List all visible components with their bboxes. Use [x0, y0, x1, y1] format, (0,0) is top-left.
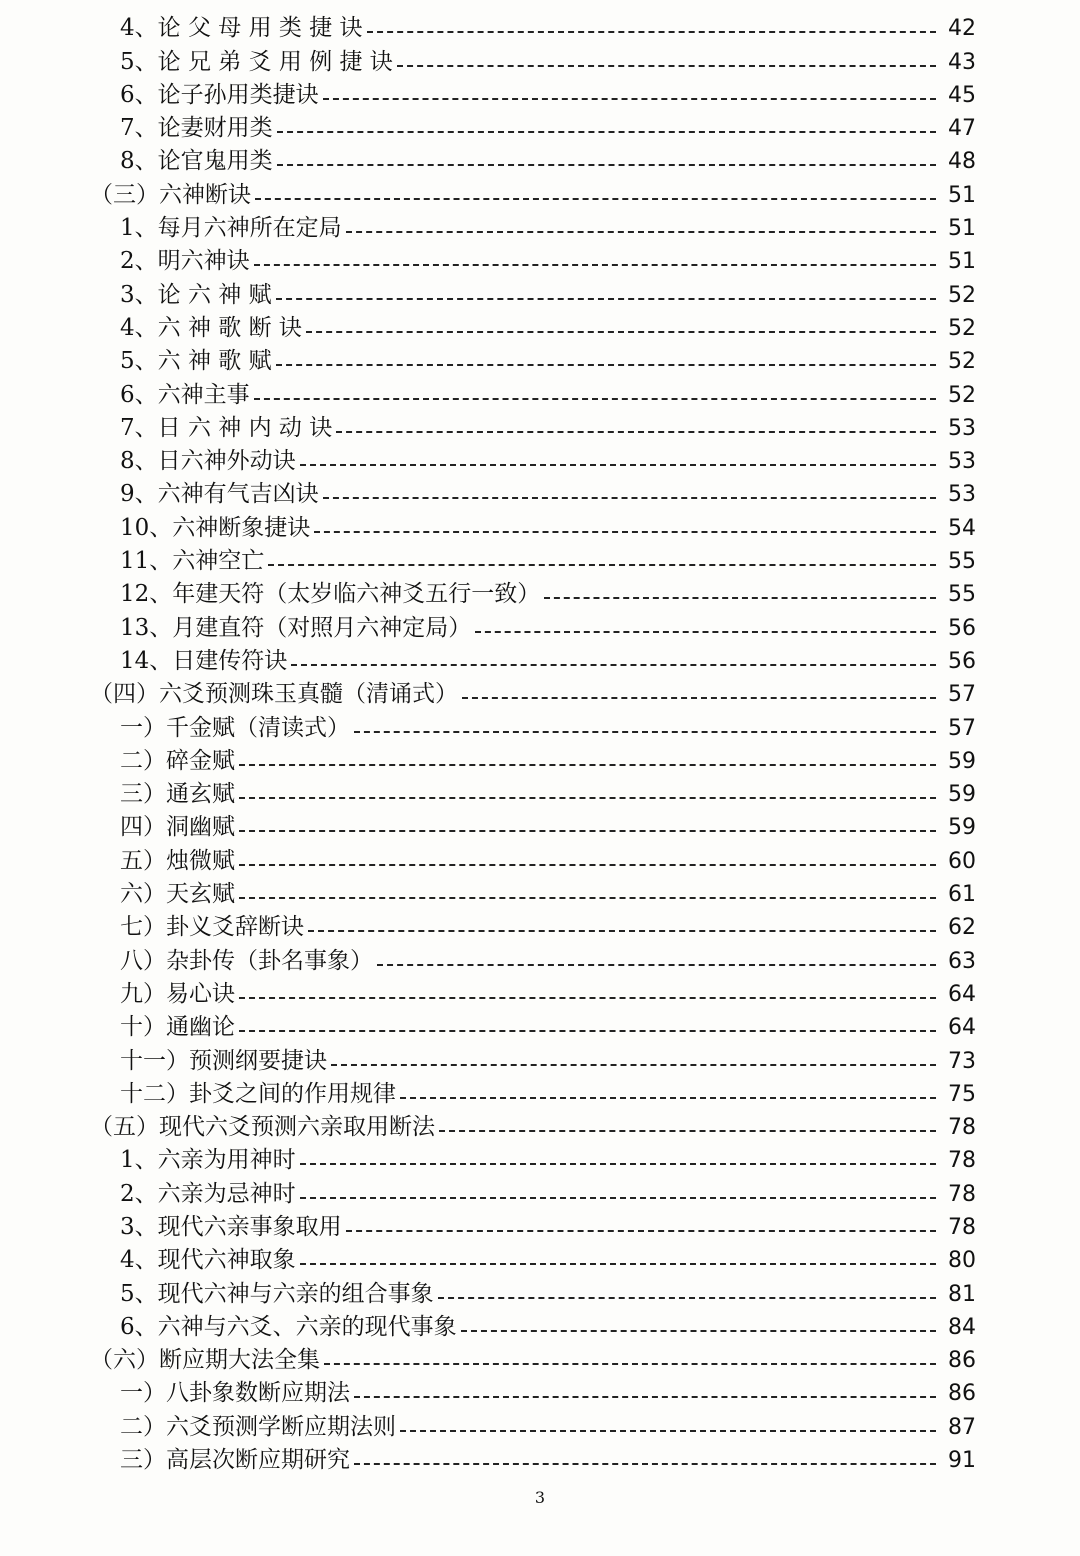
dash-leader	[239, 764, 936, 766]
toc-entry-title: 十一）预测纲要捷诀	[120, 1047, 327, 1074]
dash-leader	[475, 631, 936, 633]
toc-entry-title: 四）洞幽赋	[120, 814, 235, 841]
toc-entry-row	[0, 776, 1080, 809]
toc-entry-row	[0, 343, 1080, 376]
dash-leader	[367, 31, 937, 33]
toc-entry-title: 九）易心诀	[120, 980, 235, 1007]
dash-leader	[239, 797, 936, 799]
toc-entry-title: 7、日 六 神 内 动 诀	[120, 414, 333, 441]
toc-entry-page: 43	[948, 49, 976, 75]
toc-entry-page: 80	[948, 1248, 976, 1274]
toc-entry-title: 4、论 父 母 用 类 捷 诀	[120, 15, 363, 42]
toc-entry-title: 4、现代六神取象	[120, 1247, 296, 1274]
toc-entry-page: 63	[948, 948, 976, 974]
toc-entry-title: 五）烛微赋	[120, 847, 235, 874]
toc-entry-page: 59	[948, 748, 976, 774]
dash-leader	[254, 398, 936, 400]
toc-section-row	[0, 676, 1080, 709]
dash-leader	[397, 65, 936, 67]
toc-entry-page: 45	[948, 82, 976, 108]
toc-entry-row	[0, 876, 1080, 909]
toc-entry-title: 11、六神空亡	[120, 548, 265, 575]
dash-leader	[276, 298, 936, 300]
toc-entry-title: 7、论妻财用类	[120, 115, 273, 142]
dash-leader	[354, 1463, 936, 1465]
toc-entry-page: 54	[948, 515, 976, 541]
toc-entry-page: 75	[948, 1081, 976, 1107]
toc-entry-page: 42	[948, 16, 976, 42]
toc-section-row	[0, 1342, 1080, 1375]
dash-leader	[308, 930, 936, 932]
dash-leader	[462, 697, 936, 699]
dash-leader	[461, 1330, 936, 1332]
toc-entry-title: 三）高层次断应期研究	[120, 1447, 350, 1474]
toc-entry-row	[0, 1442, 1080, 1475]
toc-entry-row	[0, 310, 1080, 343]
dash-leader	[336, 431, 936, 433]
toc-entry-title: 2、六亲为忌神时	[120, 1180, 296, 1207]
dash-leader	[239, 997, 936, 999]
toc-entry-page: 57	[948, 715, 976, 741]
toc-entry-row	[0, 1375, 1080, 1408]
toc-entry-page: 59	[948, 782, 976, 808]
toc-entry-page: 57	[948, 682, 976, 708]
toc-entry-page: 86	[948, 1348, 976, 1374]
toc-entry-page: 56	[948, 648, 976, 674]
dash-leader	[239, 1030, 936, 1032]
toc-entry-page: 78	[948, 1148, 976, 1174]
toc-entry-row	[0, 1076, 1080, 1109]
dash-leader	[291, 664, 936, 666]
toc-entry-row	[0, 210, 1080, 243]
toc-entry-title: 二）碎金赋	[120, 747, 235, 774]
toc-entry-page: 48	[948, 149, 976, 175]
toc-entry-page: 53	[948, 482, 976, 508]
toc-entry-row	[0, 576, 1080, 609]
dash-leader	[255, 198, 936, 200]
toc-entry-row	[0, 1009, 1080, 1042]
toc-entry-row	[0, 1209, 1080, 1242]
dash-leader	[354, 731, 936, 733]
toc-entry-page: 60	[948, 848, 976, 874]
toc-entry-page: 62	[948, 915, 976, 941]
toc-entry-title: 14、日建传符诀	[120, 647, 288, 674]
toc-entry-page: 55	[948, 582, 976, 608]
dash-leader	[354, 1396, 936, 1398]
dash-leader	[276, 364, 936, 366]
toc-entry-row	[0, 1142, 1080, 1175]
dash-leader	[400, 1430, 936, 1432]
toc-entry-row	[0, 1042, 1080, 1075]
toc-entry-row	[0, 609, 1080, 642]
toc-entry-title: 5、现代六神与六亲的组合事象	[120, 1280, 434, 1307]
toc-entry-title: 6、六神与六爻、六亲的现代事象	[120, 1313, 457, 1340]
toc-entry-title: 1、六亲为用神时	[120, 1147, 296, 1174]
toc-entry-title: 2、明六神诀	[120, 248, 250, 275]
toc-entry-title: 十二）卦爻之间的作用规律	[120, 1080, 396, 1107]
toc-entry-title: （六）断应期大法全集	[90, 1347, 320, 1374]
toc-entry-title: （三）六神断诀	[90, 181, 251, 208]
toc-entry-page: 78	[948, 1214, 976, 1240]
toc-entry-row	[0, 643, 1080, 676]
toc-entry-page: 53	[948, 449, 976, 475]
toc-entry-page: 52	[948, 349, 976, 375]
dash-leader	[323, 98, 936, 100]
toc-entry-row	[0, 10, 1080, 43]
toc-entry-title: 3、论 六 神 赋	[120, 281, 272, 308]
dash-leader	[254, 264, 936, 266]
toc-entry-page: 73	[948, 1048, 976, 1074]
toc-entry-title: 十）通幽论	[120, 1014, 235, 1041]
page-number: 3	[534, 1488, 546, 1507]
toc-entry-title: 三）通玄赋	[120, 781, 235, 808]
dash-leader	[300, 1263, 936, 1265]
dash-leader	[331, 1064, 936, 1066]
toc-entry-row	[0, 1242, 1080, 1275]
toc-entry-page: 86	[948, 1381, 976, 1407]
dash-leader	[314, 531, 936, 533]
toc-entry-row	[0, 376, 1080, 409]
toc-entry-title: 1、每月六神所在定局	[120, 215, 342, 242]
toc-entry-page: 78	[948, 1115, 976, 1141]
toc-entry-row	[0, 77, 1080, 110]
toc-entry-page: 61	[948, 882, 976, 908]
dash-leader	[346, 231, 936, 233]
toc-entry-page: 52	[948, 315, 976, 341]
toc-entry-row	[0, 743, 1080, 776]
toc-entry-row	[0, 1309, 1080, 1342]
toc-entry-row	[0, 1275, 1080, 1308]
dash-leader	[268, 564, 936, 566]
dash-leader	[300, 1197, 936, 1199]
dash-leader	[300, 1163, 936, 1165]
toc-entry-row	[0, 1408, 1080, 1441]
toc-entry-row	[0, 143, 1080, 176]
dash-leader	[400, 1097, 936, 1099]
toc-entry-title: 二）六爻预测学断应期法则	[120, 1413, 396, 1440]
toc-entry-page: 87	[948, 1414, 976, 1440]
toc-entry-row	[0, 909, 1080, 942]
dash-leader	[346, 1230, 936, 1232]
toc-entry-row	[0, 709, 1080, 742]
toc-entry-page: 51	[948, 249, 976, 275]
toc-entry-row	[0, 410, 1080, 443]
toc-entry-title: 4、六 神 歌 断 诀	[120, 314, 302, 341]
dash-leader	[277, 164, 936, 166]
toc-entry-page: 56	[948, 615, 976, 641]
toc-entry-page: 52	[948, 282, 976, 308]
dash-leader	[239, 830, 936, 832]
toc-entry-title: 八）杂卦传（卦名事象）	[120, 947, 373, 974]
toc-entry-row	[0, 509, 1080, 542]
dash-leader	[544, 597, 936, 599]
toc-entry-title: 3、现代六亲事象取用	[120, 1213, 342, 1240]
dash-leader	[306, 331, 936, 333]
toc-entry-page: 51	[948, 182, 976, 208]
toc-entry-row	[0, 476, 1080, 509]
toc-section-row	[0, 176, 1080, 209]
toc-entry-page: 64	[948, 981, 976, 1007]
toc-entry-row	[0, 976, 1080, 1009]
toc-entry-page: 78	[948, 1181, 976, 1207]
toc-entry-title: 9、六神有气吉凶诀	[120, 481, 319, 508]
toc-entry-title: （五）现代六爻预测六亲取用断法	[90, 1114, 435, 1141]
toc-entry-row	[0, 942, 1080, 975]
toc-entry-title: 12、年建天符（太岁临六神爻五行一致）	[120, 581, 541, 608]
toc-entry-title: 一）千金赋（清读式）	[120, 714, 350, 741]
dash-leader	[377, 964, 936, 966]
toc-entry-page: 59	[948, 815, 976, 841]
toc-entry-title: 13、月建直符（对照月六神定局）	[120, 614, 472, 641]
toc-entry-title: 6、六神主事	[120, 381, 250, 408]
toc-entry-row	[0, 243, 1080, 276]
toc-entry-title: 6、论子孙用类捷诀	[120, 81, 319, 108]
toc-entry-row	[0, 809, 1080, 842]
toc-entry-page: 51	[948, 216, 976, 242]
toc-entry-row	[0, 43, 1080, 76]
toc-entry-title: 8、论官鬼用类	[120, 148, 273, 175]
table-of-contents	[0, 10, 1080, 1475]
toc-entry-row	[0, 110, 1080, 143]
toc-entry-page: 52	[948, 382, 976, 408]
dash-leader	[438, 1297, 936, 1299]
dash-leader	[277, 131, 936, 133]
toc-entry-row	[0, 543, 1080, 576]
toc-entry-title: 5、六 神 歌 赋	[120, 348, 272, 375]
toc-entry-page: 81	[948, 1281, 976, 1307]
toc-entry-title: 10、六神断象捷诀	[120, 514, 311, 541]
toc-entry-row	[0, 1175, 1080, 1208]
toc-section-row	[0, 1109, 1080, 1142]
toc-entry-page: 55	[948, 549, 976, 575]
dash-leader	[300, 464, 936, 466]
toc-entry-title: 5、论 兄 弟 爻 用 例 捷 诀	[120, 48, 393, 75]
dash-leader	[323, 497, 936, 499]
toc-entry-row	[0, 443, 1080, 476]
toc-entry-title: 一）八卦象数断应期法	[120, 1380, 350, 1407]
toc-entry-title: （四）六爻预测珠玉真髓（清诵式）	[90, 681, 458, 708]
toc-entry-row	[0, 842, 1080, 875]
dash-leader	[239, 864, 936, 866]
toc-entry-page: 64	[948, 1015, 976, 1041]
toc-entry-page: 47	[948, 116, 976, 142]
toc-entry-page: 91	[948, 1448, 976, 1474]
toc-entry-title: 六）天玄赋	[120, 881, 235, 908]
toc-entry-page: 53	[948, 415, 976, 441]
dash-leader	[439, 1130, 936, 1132]
toc-entry-row	[0, 276, 1080, 309]
dash-leader	[239, 897, 936, 899]
toc-entry-title: 七）卦义爻辞断诀	[120, 914, 304, 941]
toc-entry-page: 84	[948, 1314, 976, 1340]
dash-leader	[324, 1363, 936, 1365]
toc-entry-title: 8、日六神外动诀	[120, 448, 296, 475]
